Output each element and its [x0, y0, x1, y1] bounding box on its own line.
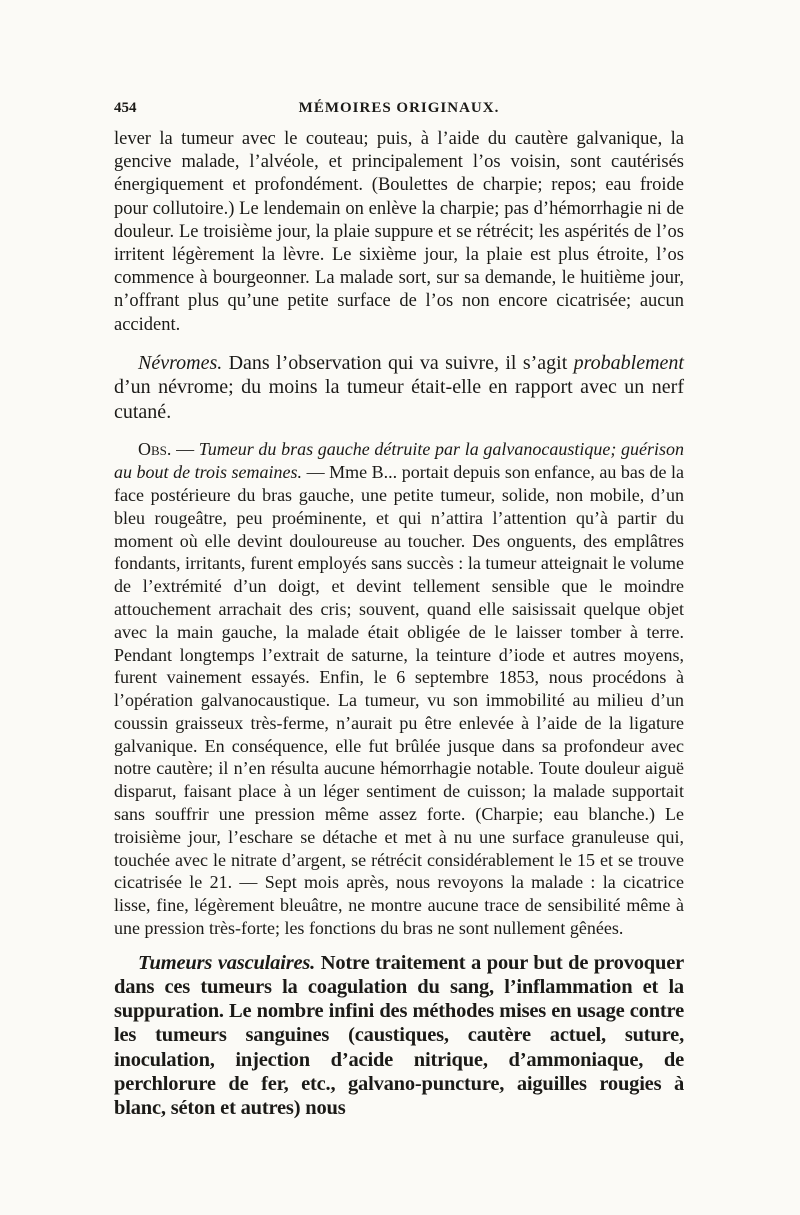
page-body	[114, 128, 684, 1120]
paragraph-tumeurs-vasculaires	[114, 951, 684, 1120]
page-number: 454	[114, 100, 137, 116]
nevromes-emphasis: probablement	[573, 351, 684, 374]
nevromes-text-a: Dans l’observation qui va suivre, il s’agit	[222, 351, 574, 374]
section-heading-nevromes: Névromes.	[138, 351, 223, 374]
section-heading-tumeurs-vasculaires: Tumeurs vasculaires.	[138, 951, 316, 974]
observation-text: — Mme B... portait depuis son enfance, au bas de la face postérieure du bras gauche, une petite tumeur, solide, non mobile, d’un bleu rougeâtre, peu proéminente, et qui n’attira l’attention qu’à partir du moment où elle devint douloureuse au toucher. Des onguents, des emplâtres fondants, irritants, furent employés sans succès : la tumeur atteignait le volume de l’extrémité d’un doigt, et devint tellement sensible que le moindre attouchement arrachait des cris; souvent, quand elle saisissait quelque objet avec la main gauche, la malade était obligée de le laisser tomber à terre. Pendant longtemps l’extrait de saturne, la teinture d’iode et autres moyens, furent vainement essayés. Enfin, le 6 septembre 1853, nous procédons à l’opération galvanocaustique. La tumeur, vu son immobilité au milieu d’un coussin graisseux très-ferme, n’aurait pu être enlevée à l’aide de la ligature galvanique. En conséquence, elle fut brûlée jusque dans sa profondeur avec notre cautère; il n’en résulta aucune hémorrhagie notable. Toute douleur aiguë disparut, faisant place à un léger sentiment de cuisson; la malade supportait sans souffrir une pression même assez forte. (Charpie; eau blanche.) Le troisième jour, l’eschare se détache et met à nu une surface granuleuse qui, touchée avec le nitrate d’argent, se rétrécit considérablement le 15 et se trouve cicatrisée le 21. — Sept mois après, nous revoyons la malade : la cicatrice lisse, fine, légèrement bleuâtre, ne montre aucune trace de sensibilité même à une pression très-forte; les fonctions du bras ne sont nullement gênées.	[114, 462, 684, 939]
running-title: MÉMOIRES ORIGINAUX.	[298, 100, 500, 116]
nevromes-text-b: d’un névrome; du moins la tumeur était-elle en rapport avec un nerf cutané.	[114, 376, 684, 423]
observation-title: Tumeur du bras gauche détruite par la galvanocaustique; guérison au bout de trois semaines.	[114, 439, 684, 483]
observation-dash: —	[171, 439, 199, 460]
observation-label: Obs.	[138, 439, 172, 460]
paragraph-observation	[114, 438, 684, 940]
running-header	[114, 100, 684, 124]
paragraph-nevromes	[114, 351, 684, 425]
tumeurs-vasculaires-text: Notre traitement a pour but de provoquer dans ces tumeurs la coagulation du sang, l’inflammation et la suppuration. Le nombre infini des méthodes mises en usage contre les tumeurs sanguines (caustiques, cautère actuel, suture, inoculation, injection d’acide nitrique, d’ammoniaque, de perchlorure de fer, etc., galvano-puncture, aiguilles rougies à blanc, séton et autres) nous	[114, 951, 684, 1120]
paragraph-continuation: lever la tumeur avec le couteau; puis, à l’aide du cautère galvanique, la gencive malade, l’alvéole, et principalement l’os voisin, sont cautérisés énergiquement et profondément. (Boulettes de charpie; repos; eau froide pour collutoire.) Le lendemain on enlève la charpie; pas d’hémorrhagie ni de douleur. Le troisième jour, la plaie suppure et se rétrécit; les aspérités de l’os irritent légèrement la lèvre. Le sixième jour, la plaie est plus étroite, l’os commence à bourgeonner. La malade sort, sur sa demande, le huitième jour, n’offrant plus qu’une petite surface de l’os non encore cicatrisée; aucun accident.	[114, 129, 684, 335]
